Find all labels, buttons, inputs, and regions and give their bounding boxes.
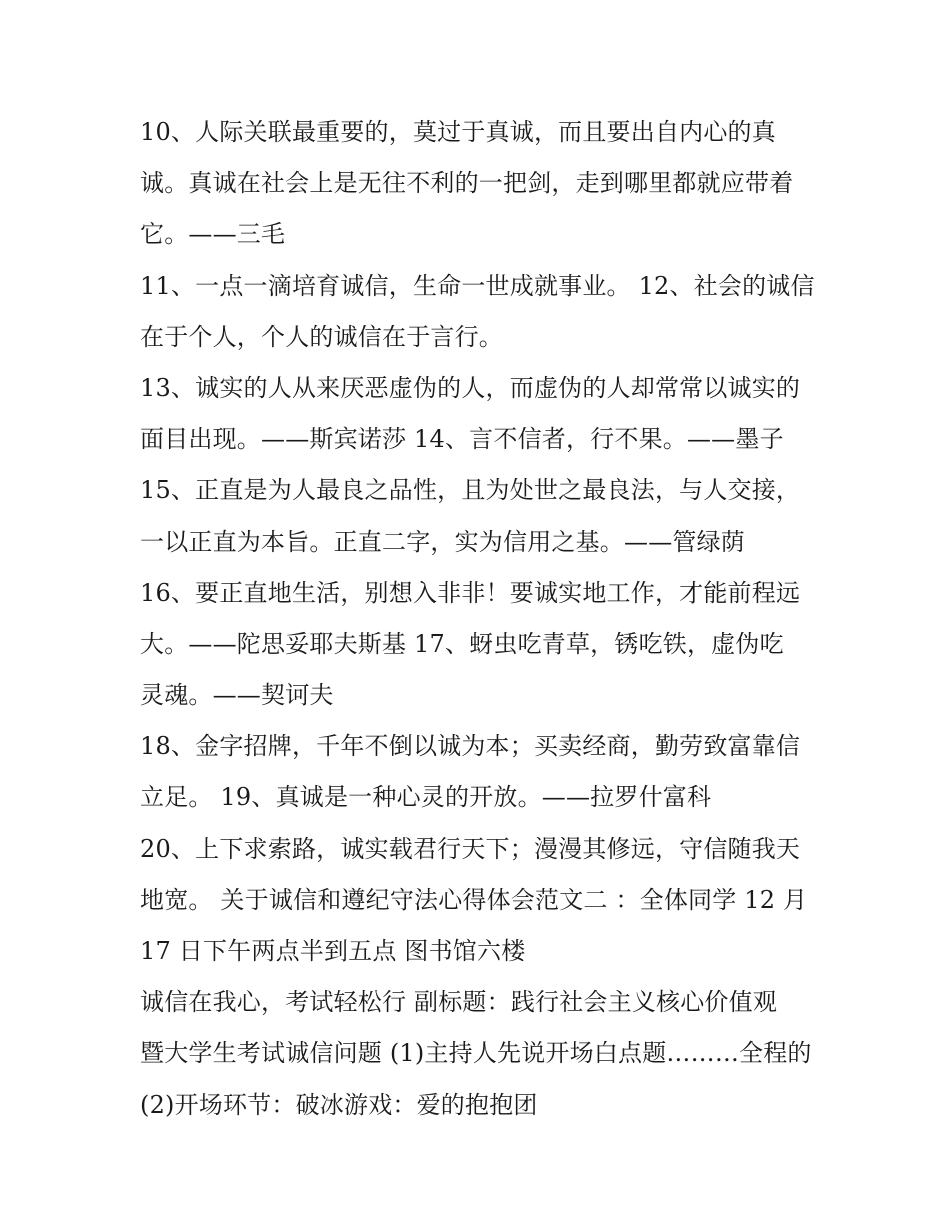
text-line-1: 10、人际关联最重要的，莫过于真诚，而且要出自内心的真 [140,118,776,146]
text-line-16: 地宽。 关于诚信和遵纪守法心得体会范文二 ：全体同学 12 月 [140,885,808,914]
text-line-14: 立足。 19、真诚是一种心灵的开放。——拉罗什富科 [140,783,712,812]
text-line-6: 13、诚实的人从来厌恶虚伪的人，而虚伪的人却常常以诚实的 [140,373,801,402]
text-line-4: 11、一点一滴培育诚信，生命一世成就事业。 12、社会的诚信 [140,271,815,300]
document-body [140,107,820,1131]
text-line-15: 20、上下求索路，诚实载君行天下；漫漫其修远，守信随我天 [140,834,801,863]
text-line-12: 灵魂。——契诃夫 [140,681,334,710]
text-line-5: 在于个人，个人的诚信在于言行。 [140,322,503,351]
text-line-19: 暨大学生考试诚信问题 (1)主持人先说开场白点题………全程的 [140,1039,812,1068]
text-line-17: 17 日下午两点半到五点 图书馆六楼 [140,937,526,965]
text-line-9: 一以正直为本旨。正直二字，实为信用之基。——管绿荫 [140,527,745,556]
text-line-7: 面目出现。——斯宾诺莎 14、言不信者，行不果。——墨子 [140,425,784,454]
text-line-10: 16、要正直地生活，别想入非非！要诚实地工作，才能前程远 [140,578,801,607]
text-line-2: 诚。真诚在社会上是无往不利的一把剑，走到哪里都就应带着 [140,169,794,198]
text-line-3: 它。——三毛 [140,220,286,249]
text-line-11: 大。——陀思妥耶夫斯基 17、蚜虫吃青草，锈吃铁，虚伪吃 [140,629,784,658]
text-line-8: 15、正直是为人最良之品性，且为处世之最良法，与人交接， [140,476,801,505]
text-line-20: (2)开场环节：破冰游戏：爱的抱抱团 [140,1090,538,1119]
text-line-18: 诚信在我心，考试轻松行 副标题：践行社会主义核心价值观 [140,988,778,1017]
text-line-13: 18、金字招牌，千年不倒以诚为本；买卖经商，勤劳致富靠信 [140,732,801,761]
